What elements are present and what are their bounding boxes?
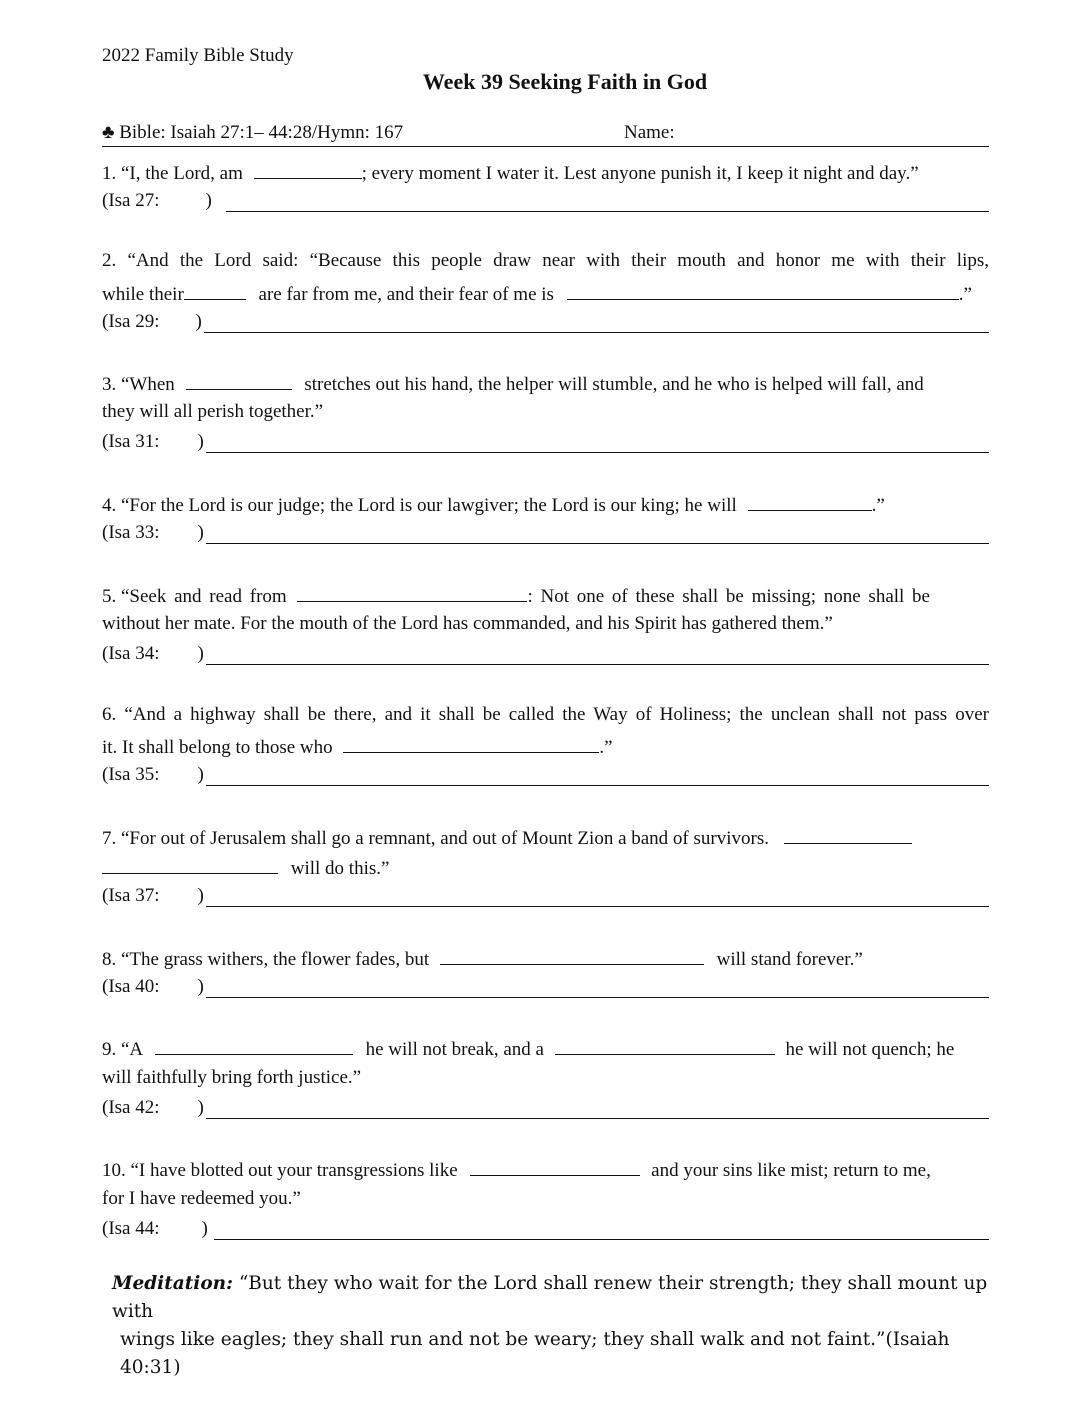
question-text: “And a highway shall be there, and it shall be called the Way of Holiness; the unclean shall not pass over [124,704,989,725]
reference-row-8: (Isa 40: ) [102,976,989,998]
verse-answer-line[interactable] [214,1221,989,1240]
answer-blank[interactable] [748,492,872,511]
question-9-line-2: will faithfully bring forth justice.” [102,1067,362,1088]
question-1 [102,160,989,185]
answer-blank[interactable] [155,1036,353,1055]
question-7-line-2 [102,855,989,880]
verse-reference: (Isa 29: [102,311,160,332]
answer-blank[interactable] [184,281,246,300]
verse-reference: (Isa 35: [102,764,160,785]
page-title: Week 39 Seeking Faith in God [422,69,708,94]
question-4 [102,492,989,517]
answer-blank[interactable] [470,1157,640,1176]
verse-answer-line[interactable] [206,1100,989,1119]
question-text: “And the Lord said: “Because this people draw near with their mouth and honor me with their lips, [127,250,989,271]
bible-reference: ♣ Bible: Isaiah 27:1– 44:28/Hymn: 167 [102,122,404,143]
question-number: 1. [102,163,117,184]
reference-row-1: (Isa 27: ) [102,190,989,212]
verse-reference: (Isa 33: [102,522,160,543]
verse-reference: (Isa 40: [102,976,160,997]
meditation-text: “But they who wait for the Lord shall renew their strength; they shall mount up with [112,1273,988,1322]
meditation-label: Meditation [112,1273,227,1294]
question-text: it. It shall belong to those who [102,737,333,758]
question-number: 6. [102,704,117,725]
answer-blank[interactable] [784,825,912,844]
question-text: “I, the Lord, am [121,163,243,184]
name-field[interactable] [102,146,989,147]
meditation-line-1: Meditation: “But they who wait for the Lord shall renew their strength; they shall mount up with [112,1273,988,1322]
question-5-line-1 [102,583,989,608]
verse-reference: (Isa 34: [102,643,160,664]
meditation [112,1270,992,1382]
meditation-line-2: wings like eagles; they shall run and not be weary; they shall walk and not faint.”(Isaiah 40:31) [120,1329,950,1378]
question-number: 5. [102,586,117,607]
question-text: he will not break, and a [365,1039,544,1060]
question-number: 7. [102,828,117,849]
answer-blank[interactable] [567,281,959,300]
question-text: “When [121,374,175,395]
verse-reference: (Isa 27: [102,190,160,211]
verse-answer-line[interactable] [206,888,989,907]
question-text: ; every moment I water it. Lest anyone punish it, I keep it night and day.” [361,163,919,184]
verse-reference: (Isa 31: [102,431,160,452]
reference-row-10: (Isa 44: ) [102,1218,989,1240]
answer-blank[interactable] [440,946,704,965]
question-number: 8. [102,949,117,970]
verse-answer-line[interactable] [206,979,989,998]
question-text: are far from me, and their fear of me is [258,284,554,305]
question-3-line-2: they will all perish together.” [102,401,324,422]
answer-blank[interactable] [343,734,599,753]
reference-row-9: (Isa 42: ) [102,1097,989,1119]
answer-blank[interactable] [254,160,362,179]
question-text: and your sins like mist; return to me, [651,1160,931,1181]
question-6-line-2 [102,734,989,759]
question-text: “I have blotted out your transgressions like [130,1160,458,1181]
series-title: 2022 Family Bible Study [102,45,294,66]
question-10-line-1 [102,1157,989,1182]
question-7-line-1 [102,825,989,850]
question-text: stretches out his hand, the helper will stumble, and he who is helped will fall, and [304,374,924,395]
question-6-line-1 [102,704,989,726]
verse-reference: (Isa 37: [102,885,160,906]
question-text: will stand forever.” [716,949,863,970]
verse-answer-line[interactable] [204,314,989,333]
question-5-line-2: without her mate. For the mouth of the Lord has commanded, and his Spirit has gathered them.” [102,613,833,634]
question-2-line-2 [102,281,989,306]
question-10-line-2: for I have redeemed you.” [102,1188,301,1209]
answer-blank[interactable] [555,1036,775,1055]
question-text: “A [121,1039,143,1060]
reference-row-7: (Isa 37: ) [102,885,989,907]
answer-blank[interactable] [297,583,527,602]
question-text: “The grass withers, the flower fades, but [121,949,430,970]
question-number: 2. [102,250,117,271]
question-9-line-1 [102,1036,989,1061]
question-text: .” [958,284,972,305]
verse-answer-line[interactable] [206,434,989,453]
question-3-line-1 [102,371,989,396]
verse-answer-line[interactable] [206,646,989,665]
verse-answer-line[interactable] [206,767,989,786]
reference-row-3: (Isa 31: ) [102,431,989,453]
question-number: 9. [102,1039,117,1060]
reference-row-4: (Isa 33: ) [102,522,989,544]
question-text: will do this.” [290,858,390,879]
question-text: .” [599,737,613,758]
question-text: “For the Lord is our judge; the Lord is our lawgiver; the Lord is our king; he will [121,495,737,516]
question-text: “For out of Jerusalem shall go a remnant, and out of Mount Zion a band of survivors. [121,828,769,849]
question-8 [102,946,989,971]
verse-reference: (Isa 42: [102,1097,160,1118]
reference-row-5: (Isa 34: ) [102,643,989,665]
question-text: : Not one of these shall be missing; none shall be [527,586,930,607]
question-2-line-1 [102,250,989,272]
question-text: he will not quench; he [785,1039,955,1060]
question-number: 3. [102,374,117,395]
verse-reference: (Isa 44: [102,1218,160,1239]
verse-answer-line[interactable] [226,193,989,212]
question-text: .” [871,495,885,516]
question-number: 4. [102,495,117,516]
question-text: “Seek and read from [121,586,287,607]
answer-blank[interactable] [102,855,278,874]
question-number: 10. [102,1160,126,1181]
verse-answer-line[interactable] [206,525,989,544]
answer-blank[interactable] [186,371,292,390]
name-label: Name: [624,122,675,143]
question-text: while their [102,284,184,305]
reference-row-6: (Isa 35: ) [102,764,989,786]
reference-row-2: (Isa 29: ) [102,311,989,333]
